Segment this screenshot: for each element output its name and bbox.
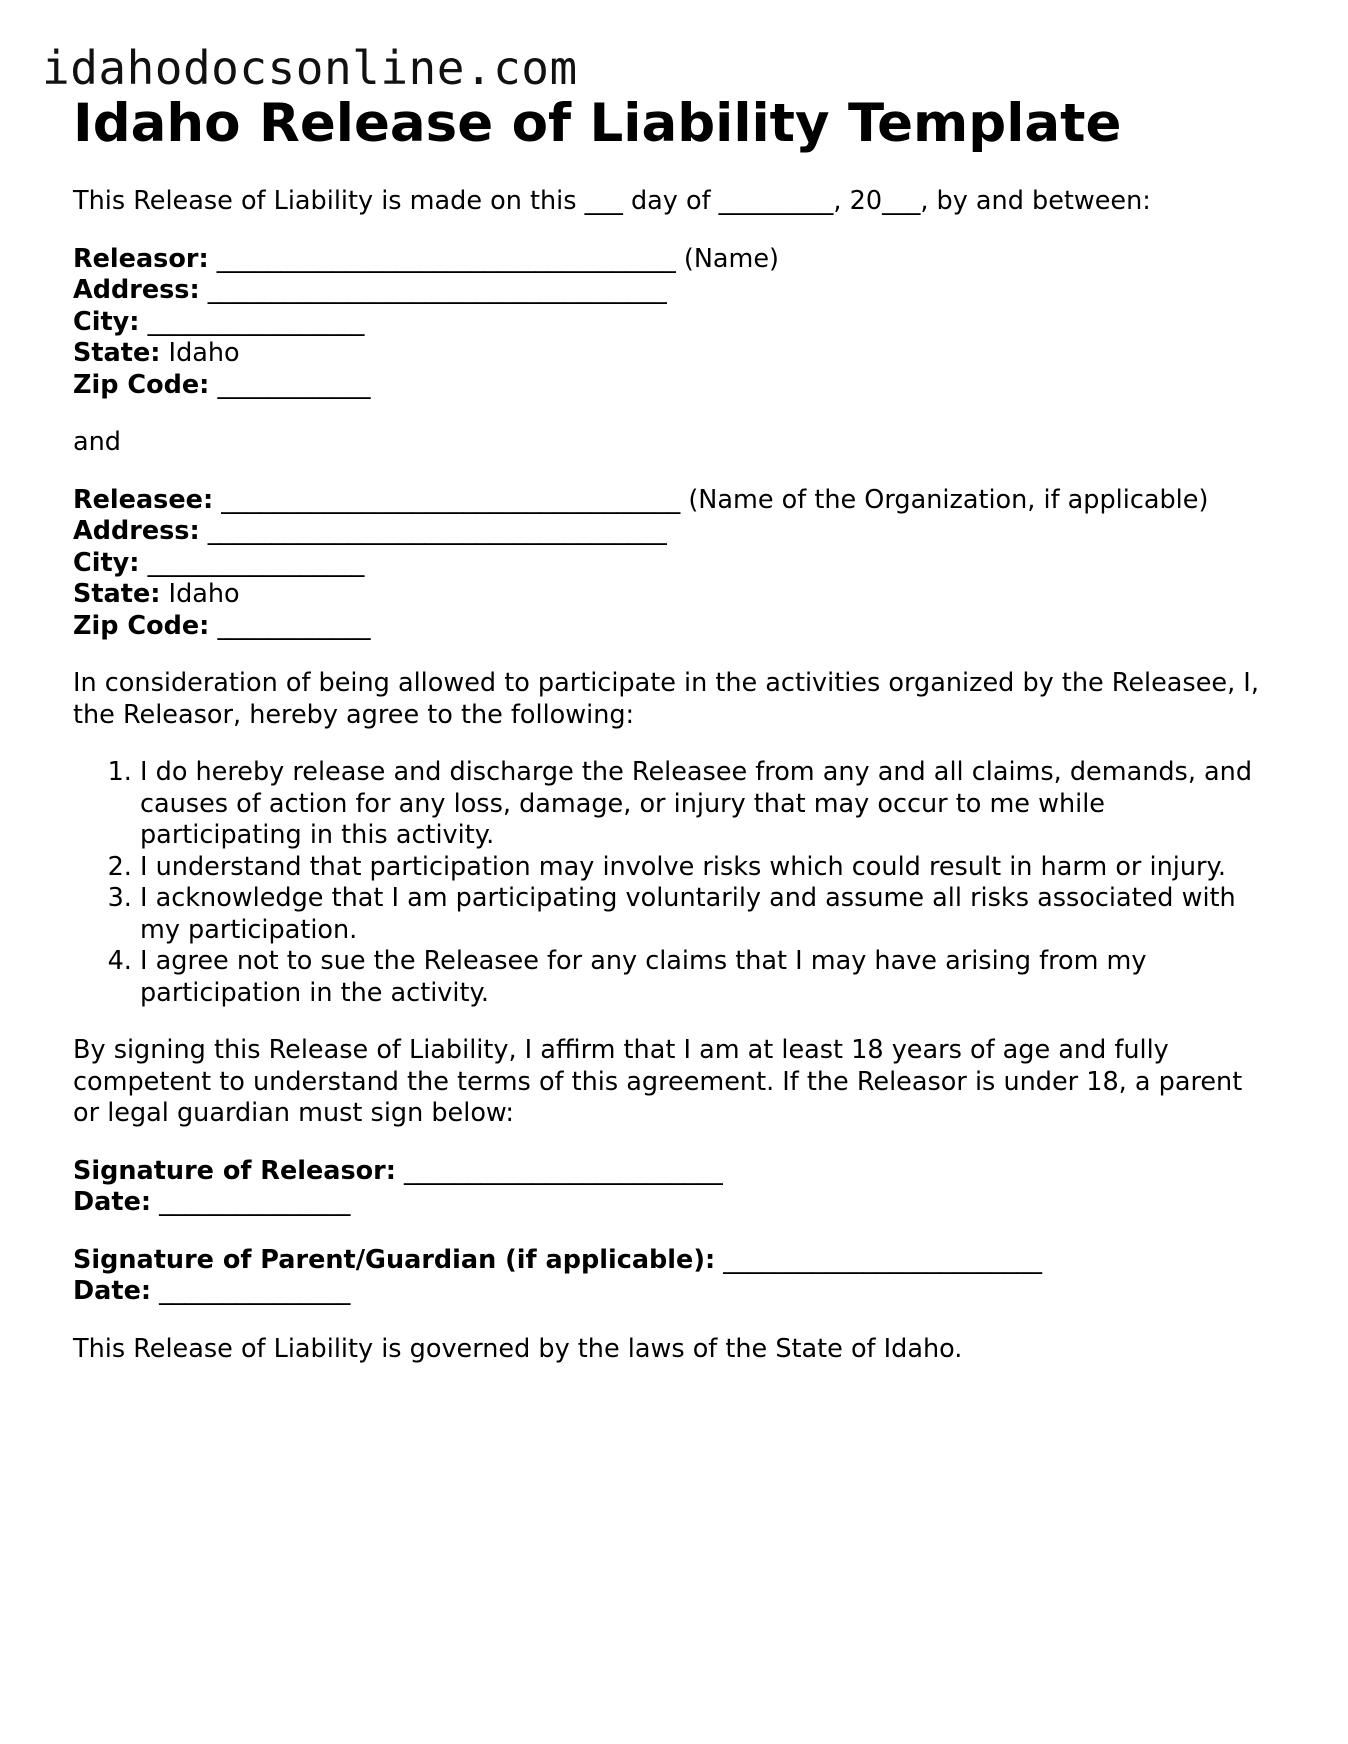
releasor-name-row <box>73 244 1273 276</box>
releasor-signature-field: _________________________ <box>395 1155 723 1186</box>
releasor-city-field: _________________ <box>139 306 365 337</box>
releasee-city-field: _________________ <box>139 547 365 578</box>
term-item: 3. I acknowledge that I am participating voluntarily and assume all risks associated with my participation. <box>140 883 1273 946</box>
releasor-name-field: ____________________________________ (Name) <box>208 243 779 274</box>
guardian-date-field: _______________ <box>151 1276 351 1306</box>
releasor-date-field: _______________ <box>151 1187 351 1217</box>
releasor-address-row <box>73 275 1273 307</box>
releasor-zip-row <box>73 370 1273 402</box>
releasee-state-value: Idaho <box>160 579 240 609</box>
releasor-address-field: ____________________________________ <box>199 275 667 305</box>
releasor-signature-label: Signature of Releasor: <box>73 1155 396 1186</box>
term-item: 1. I do hereby release and discharge the Releasee from any and all claims, demands, and causes of action for any loss, damage, or injury that may occur to me while participating in this activity. <box>140 757 1273 852</box>
affirmation-paragraph: By signing this Release of Liability, I affirm that I am at least 18 years of age and fully competent to understand the terms of this agreement. If the Releasor is under 18, a parent or legal guardian must sign below: <box>73 1035 1243 1128</box>
releasee-zip-label: Zip Code: <box>73 610 210 641</box>
releasor-signature-row <box>73 1156 1273 1188</box>
releasor-address-label: Address: <box>73 275 200 305</box>
terms-list <box>73 757 1273 1009</box>
guardian-date-label: Date: <box>73 1276 152 1306</box>
guardian-signature-label: Signature of Parent/Guardian (if applicable): <box>73 1244 716 1275</box>
releasee-address-field: ____________________________________ <box>199 516 667 546</box>
releasor-state-label: State: <box>73 338 161 368</box>
releasee-zip-field: ____________ <box>209 610 371 641</box>
consideration-paragraph: In consideration of being allowed to participate in the activities organized by the Releasee, I, the Releasor, hereby agree to the following: <box>73 668 1259 730</box>
releasor-city-row <box>73 307 1273 339</box>
releasee-address-label: Address: <box>73 516 200 546</box>
releasor-state-value: Idaho <box>160 338 240 368</box>
guardian-date-row <box>73 1276 1273 1308</box>
releasor-zip-label: Zip Code: <box>73 369 210 400</box>
releasee-zip-row <box>73 611 1273 643</box>
and-connector: and <box>73 427 121 457</box>
term-item: 4. I agree not to sue the Releasee for any claims that I may have arising from my participation in the activity. <box>140 946 1273 1009</box>
site-watermark: idahodocsonline.com <box>42 41 578 95</box>
releasor-zip-field: ____________ <box>209 369 371 400</box>
guardian-signature-section <box>73 1245 1273 1308</box>
document-body <box>73 90 1273 1391</box>
intro-paragraph: This Release of Liability is made on this ___ day of _________, 20___, by and between: <box>73 186 1151 216</box>
releasor-signature-section <box>73 1156 1273 1219</box>
releasee-name-label: Releasee: <box>73 484 214 515</box>
releasee-name-row <box>73 485 1273 517</box>
releasor-name-label: Releasor: <box>73 243 209 274</box>
document-title: Idaho Release of Liability Template <box>73 93 1122 154</box>
releasor-date-label: Date: <box>73 1187 152 1217</box>
governing-law-paragraph: This Release of Liability is governed by the laws of the State of Idaho. <box>73 1333 963 1364</box>
guardian-signature-field: _________________________ <box>715 1244 1043 1275</box>
releasor-date-row <box>73 1187 1273 1219</box>
releasor-state-row <box>73 338 1273 370</box>
guardian-signature-row <box>73 1245 1273 1277</box>
releasee-section <box>73 485 1273 643</box>
releasee-city-row <box>73 548 1273 580</box>
releasee-state-row <box>73 579 1273 611</box>
term-item: 2. I understand that participation may involve risks which could result in harm or injury. <box>140 852 1273 884</box>
releasee-name-field: ____________________________________ (Name of the Organization, if applicable) <box>213 484 1209 515</box>
releasee-state-label: State: <box>73 579 161 609</box>
releasee-city-label: City: <box>73 547 140 578</box>
releasor-city-label: City: <box>73 306 140 337</box>
releasor-section <box>73 244 1273 402</box>
releasee-address-row <box>73 516 1273 548</box>
